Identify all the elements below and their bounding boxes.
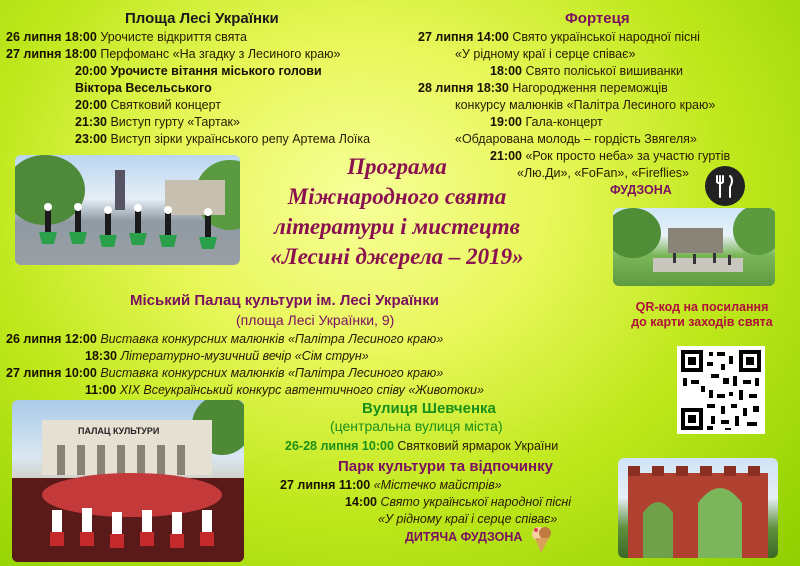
schedule-line: 20:00 Святковий концерт: [75, 98, 221, 112]
heading-fortress: Фортеця: [565, 10, 630, 27]
title-line: Міжнародного свята: [287, 184, 507, 209]
palace-sign: ПАЛАЦ КУЛЬТУРИ: [78, 426, 160, 436]
heading-street: Вулиця Шевченка: [362, 400, 496, 417]
schedule-line: 23:00 Виступ зірки українського репу Артема Лоїка: [75, 132, 371, 146]
qr-label: [612, 300, 792, 330]
fortress-photo: [618, 458, 778, 558]
program-title: [232, 152, 562, 272]
schedule-line: 19:00 Гала-концерт: [490, 115, 603, 129]
schedule-line: «У рідному краї і серце співає»: [455, 47, 636, 61]
schedule-line: 21:30 Виступ гурту «Тартак»: [75, 115, 240, 129]
schedule-line: 11:00 XIX Всеукраїнський конкурс автентичного співу «Животоки»: [85, 383, 484, 397]
ice-cream-icon: [527, 524, 557, 554]
schedule-line: Віктора Весельського: [75, 81, 212, 95]
food-zone-label: ФУДЗОНА: [610, 183, 672, 197]
park-photo: [613, 208, 775, 286]
schedule-line: 20:00 Урочисте вітання міського голови: [75, 64, 322, 78]
street-sub: (центральна вулиця міста): [330, 418, 503, 434]
schedule-line: конкурсу малюнків «Палітра Лесиного краю»: [455, 98, 716, 112]
schedule-line: 27 липня 10:00 Виставка конкурсних малюнків «Палітра Лесиного краю»: [6, 366, 444, 380]
schedule-line: 21:00 «Рок просто неба» за участю гуртів: [490, 149, 731, 163]
title-line: Програма: [347, 154, 447, 179]
heading-lesi-square: Площа Лесі Українки: [125, 10, 279, 27]
schedule-line: 27 липня 18:00 Перфоманс «На згадку з Лесиного краю»: [6, 47, 341, 61]
schedule-line: 28 липня 18:30 Нагородження переможців: [418, 81, 668, 95]
schedule-line: «Лю.Ди», «FoFan», «Fireflies»: [517, 166, 689, 180]
schedule-line: «У рідному краї і серце співає»: [378, 512, 558, 526]
palace-address: (площа Лесі Українки, 9): [236, 312, 395, 328]
schedule-line: 26-28 липня 10:00 Святковий ярмарок України: [285, 439, 559, 453]
fork-knife-icon: [705, 166, 745, 206]
schedule-line: 26 липня 12:00 Виставка конкурсних малюнків «Палітра Лесиного краю»: [6, 332, 444, 346]
palace-photo: [12, 400, 244, 562]
title-line: літератури і мистецтв: [274, 214, 520, 239]
schedule-line: «Обдарована молодь – гордість Звягеля»: [455, 132, 697, 146]
dancers-photo: [15, 155, 240, 265]
qr-label-line: QR-код на посилання: [635, 300, 769, 314]
qr-label-line: до карти заходів свята: [631, 315, 773, 329]
schedule-line: 27 липня 14:00 Свято української народної пісні: [418, 30, 700, 44]
schedule-line: 14:00 Свято української народної пісні: [345, 495, 572, 509]
qr-code[interactable]: [677, 346, 765, 434]
schedule-line: 27 липня 11:00 «Містечко майстрів»: [280, 478, 502, 492]
schedule-line: 26 липня 18:00 Урочисте відкриття свята: [6, 30, 247, 44]
schedule-line: 18:00 Свято поліської вишиванки: [490, 64, 684, 78]
heading-palace: Міський Палац культури ім. Лесі Українки: [130, 292, 439, 309]
kids-food-zone-label: ДИТЯЧА ФУДЗОНА: [405, 530, 523, 544]
heading-park: Парк культури та відпочинку: [338, 458, 553, 475]
title-line: «Лесині джерела – 2019»: [270, 244, 524, 269]
schedule-line: 18:30 Літературно-музичний вечір «Сім струн»: [85, 349, 369, 363]
